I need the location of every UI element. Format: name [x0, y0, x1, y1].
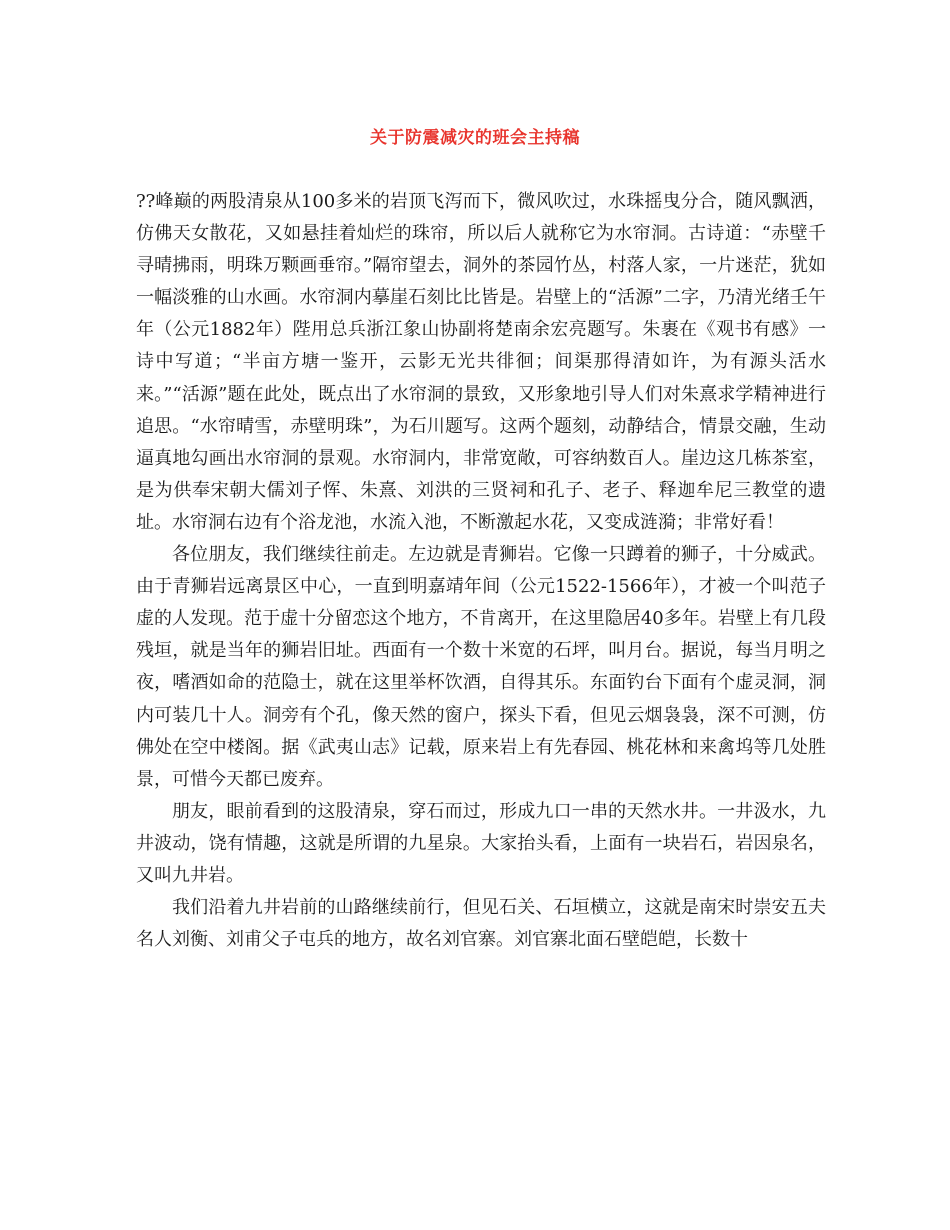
paragraph: 各位朋友，我们继续往前走。左边就是青狮岩。它像一只蹲着的狮子，十分威武。由于青狮岩远离景区中心，一直到明嘉靖年间（公元1522-1566年），才被一个叫范子虚的人发现。范于虚十分留恋这个地方，不肯离开，在这里隐居40多年。岩壁上有几段残垣，就是当年的狮岩旧址。西面有一个数十米宽的石坪，叫月台。据说，每当月明之夜，嗜酒如命的范隐士，就在这里举杯饮酒，自得其乐。东面钓台下面有个虚灵洞，洞内可装几十人。洞旁有个孔，像天然的窗户，探头下看，但见云烟袅袅，深不可测，仿佛处在空中楼阁。据《武夷山志》记载，原来岩上有先春园、桃花林和来禽坞等几处胜景，可惜今天都已废弃。	[136, 544, 826, 790]
paragraph: 我们沿着九井岩前的山路继续前行，但见石关、石垣横立，这就是南宋时崇安五夫名人刘衡、刘甫父子屯兵的地方，故名刘官寨。刘官寨北面石壁皑皑，长数十	[136, 897, 826, 951]
document-title: 关于防震减灾的班会主持稿	[370, 128, 580, 148]
paragraph: ??峰巅的两股清泉从100多米的岩顶飞泻而下，微风吹过，水珠摇曳分合，随风飘洒，仿佛天女散花，又如悬挂着灿烂的珠帘，所以后人就称它为水帘洞。古诗道：“赤壁千寻晴拂雨，明珠万颗画垂帘。”隔帘望去，洞外的茶园竹丛，村落人家，一片迷茫，犹如一幅淡雅的山水画。水帘洞内摹崖石刻比比皆是。岩壁上的“活源”二字，乃清光绪壬午年（公元1882年）陛用总兵浙江象山协副将楚南余宏亮题写。朱裹在《观书有感》一诗中写道；“半亩方塘一鉴开，云影无光共徘徊；间渠那得清如许，为有源头活水来。”“活源”题在此处，既点出了水帘洞的景致，又形象地引导人们对朱熹求学精神进行追思。“水帘晴雪，赤壁明珠”，为石川题写。这两个题刻，动静结合，情景交融，生动逼真地勾画出水帘洞的景观。水帘洞内，非常宽敞，可容纳数百人。崖边这几栋茶室，是为供奉宋朝大儒刘子恽、朱熹、刘洪的三贤祠和孔子、老子、释迦牟尼三教堂的遗址。水帘洞右边有个浴龙池，水流入池，不断激起水花，又变成涟漪；非常好看！	[136, 191, 826, 533]
paragraph: 朋友，眼前看到的这股清泉，穿石而过，形成九口一串的天然水井。一井汲水，九井波动，饶有情趣，这就是所谓的九星泉。大家抬头看，上面有一块岩石，岩因泉名，又叫九井岩。	[136, 800, 826, 886]
document-body	[136, 186, 826, 956]
